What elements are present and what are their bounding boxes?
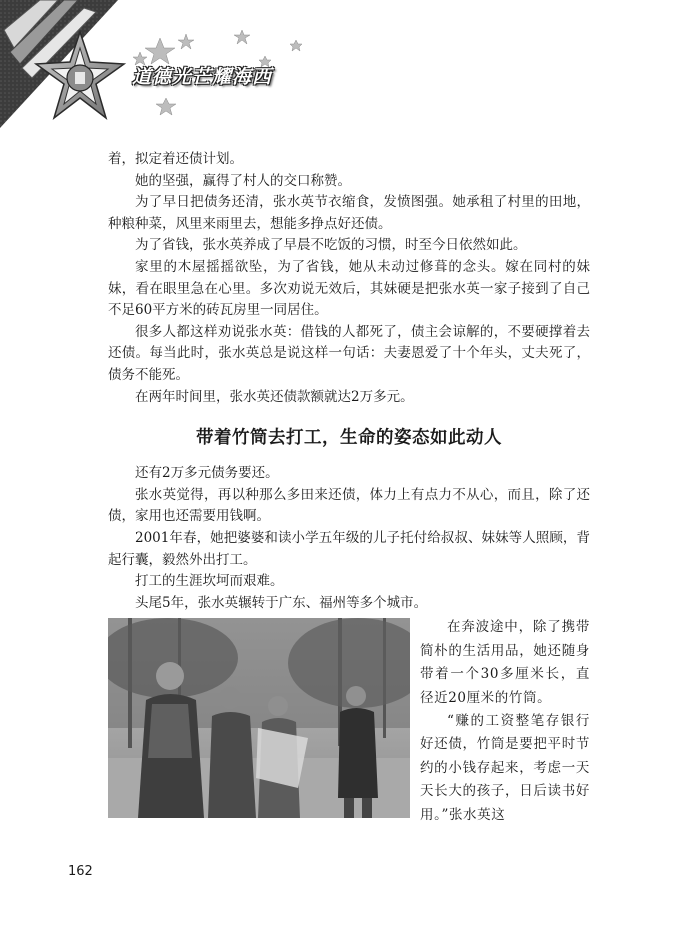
page-number: 162 (68, 864, 93, 879)
photo (108, 618, 410, 818)
paragraph: 张水英觉得，再以种那么多田来还债，体力上有点力不从心，而且，除了还债，家用也还需要用钱啊。 (108, 486, 590, 525)
paragraph: “赚的工资整笔存银行好还债，竹筒是要把平时节约的小钱存起来，考虑一天天长大的孩子，日后读书好用。”张水英这 (420, 712, 590, 823)
photo-people-walking-icon (108, 618, 410, 818)
paragraph: 2001年春，她把婆婆和读小学五年级的儿子托付给叔叔、妹妹等人照顾，背起行囊，毅然外出打工。 (108, 529, 590, 568)
paragraph: 打工的生涯坎坷而艰难。 (135, 573, 284, 590)
paragraph: 还有2万多元债务要还。 (135, 465, 279, 482)
paragraph: 为了早日把债务还清，张水英节衣缩食，发愤图强。她承租了村里的田地，种粮种菜，风里来雨里去，想能多挣点好还债。 (108, 194, 590, 232)
article-body (108, 149, 590, 823)
header-banner (0, 0, 320, 140)
paragraph: 在奔波途中，除了携带简朴的生活用品，她还随身带着一个30多厘米长，直径近20厘米的竹筒。 (420, 619, 590, 706)
paragraph: 着，拟定着还债计划。 (108, 151, 243, 167)
paragraph: 头尾5年，张水英辗转于广东、福州等多个城市。 (135, 594, 428, 611)
side-text (420, 616, 590, 827)
paragraph: 在两年时间里，张水英还债款额就达2万多元。 (135, 388, 414, 405)
section-heading: 带着竹筒去打工，生命的姿态如此动人 (196, 428, 502, 449)
paragraph: 为了省钱，张水英养成了早晨不吃饭的习惯，时至今日依然如此。 (135, 237, 527, 254)
paragraph: 家里的木屋摇摇欲坠，为了省钱，她从未动过修葺的念头。嫁在同村的妹妹，看在眼里急在心里。多次劝说无效后，其妹硬是把张水英一家子接到了自己不足60平方米的砖瓦房里一同居住。 (108, 258, 590, 319)
header-title: 道德光芒耀海西 (132, 66, 273, 88)
paragraph: 很多人都这样劝说张水英：借钱的人都死了，债主会谅解的，不要硬撑着去还债。每当此时，张水英总是说这样一句话：夫妻恩爱了十个年头，丈夫死了，债务不能死。 (108, 323, 590, 383)
paragraph: 她的坚强，赢得了村人的交口称赞。 (135, 172, 351, 189)
